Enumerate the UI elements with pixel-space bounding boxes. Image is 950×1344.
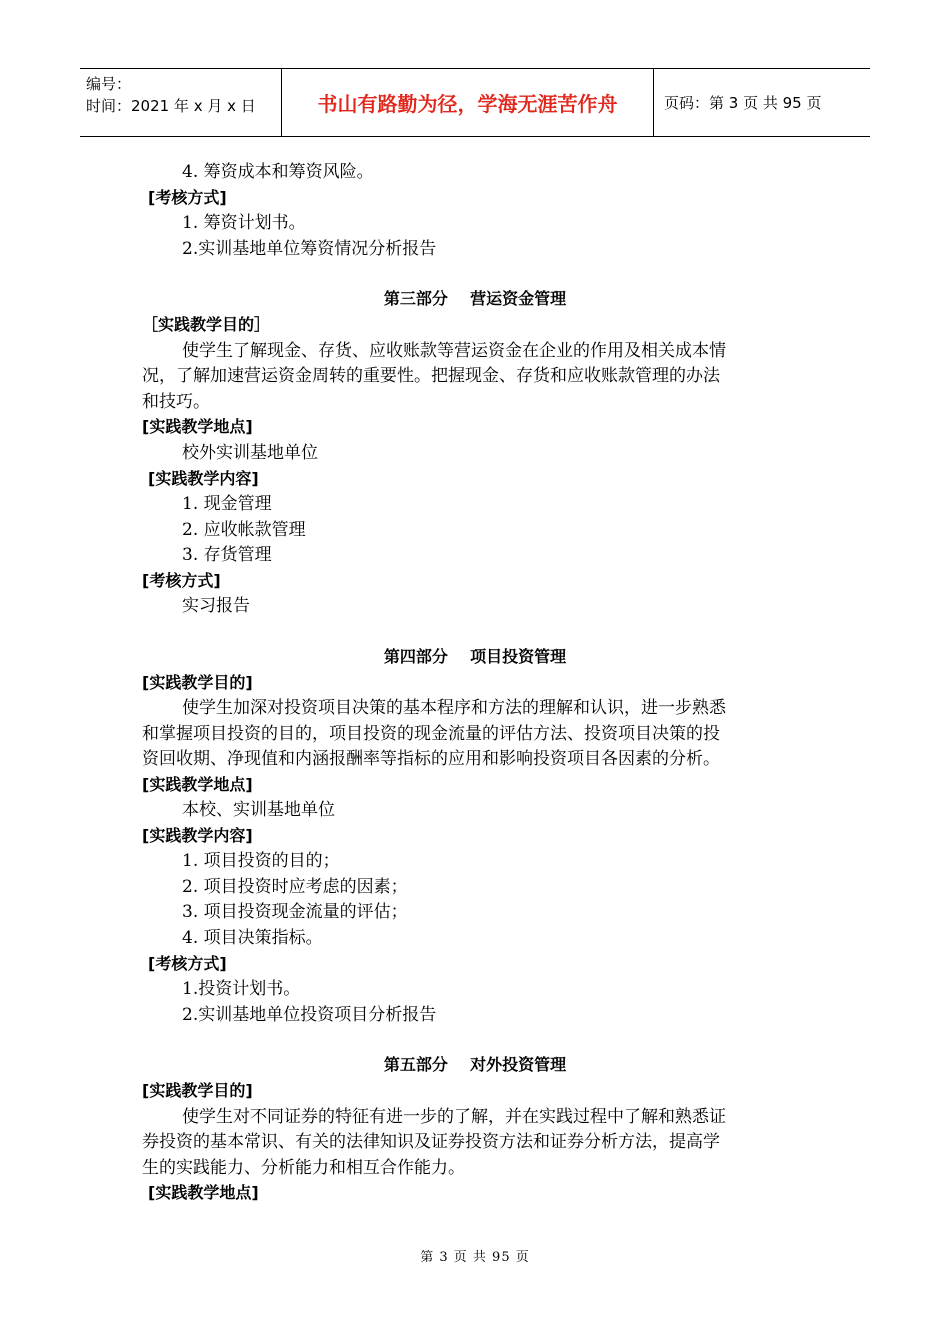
part4-assess-heading: [考核方式] bbox=[148, 954, 227, 973]
part2-assess-2: 2.实训基地单位筹资情况分析报告 bbox=[182, 239, 437, 259]
part3-assess-heading: [考核方式] bbox=[142, 571, 221, 590]
part5-goal-line: 券投资的基本常识、有关的法律知识及证券投资方法和证券分析方法，提高学 bbox=[142, 1132, 720, 1152]
part5-title: 第五部分 对外投资管理 bbox=[383, 1055, 567, 1074]
part4-content-item: 3. 项目投资现金流量的评估； bbox=[182, 902, 408, 922]
part3-assess: 实习报告 bbox=[182, 596, 250, 616]
header-meta bbox=[80, 69, 282, 136]
part5-goal-heading: [实践教学目的] bbox=[142, 1081, 253, 1100]
page-header bbox=[80, 68, 870, 137]
part4-assess-1: 1.投资计划书。 bbox=[182, 979, 301, 999]
header-time: 时间：2021 年 x 月 x 日 bbox=[86, 97, 256, 115]
part3-goal-heading: ［实践教学目的］ bbox=[142, 315, 271, 334]
part3-content-heading: [实践教学内容] bbox=[148, 469, 259, 488]
part3-content-item: 2. 应收帐款管理 bbox=[182, 520, 306, 540]
part4-goal-line: 和掌握项目投资的目的，项目投资的现金流量的评估方法、投资项目决策的投 bbox=[142, 724, 720, 744]
part4-goal-heading: [实践教学目的] bbox=[142, 673, 253, 692]
part4-content-item: 2. 项目投资时应考虑的因素； bbox=[182, 877, 408, 897]
part5-goal-line: 生的实践能力、分析能力和相互合作能力。 bbox=[142, 1158, 465, 1178]
part4-content-item: 4. 项目决策指标。 bbox=[182, 928, 323, 948]
part3-content-item: 3. 存货管理 bbox=[182, 545, 272, 565]
part4-place: 本校、实训基地单位 bbox=[182, 800, 335, 820]
part3-content-item: 1. 现金管理 bbox=[182, 494, 272, 514]
part2-item4: 4. 筹资成本和筹资风险。 bbox=[182, 162, 374, 182]
part5-goal-line: 使学生对不同证券的特征有进一步的了解，并在实践过程中了解和熟悉证 bbox=[182, 1107, 726, 1127]
part4-content-heading: [实践教学内容] bbox=[142, 826, 253, 845]
part5-place-heading: [实践教学地点] bbox=[148, 1183, 259, 1202]
part3-title: 第三部分 营运资金管理 bbox=[383, 289, 567, 308]
part2-assess-1: 1. 筹资计划书。 bbox=[182, 213, 306, 233]
part3-place-heading: [实践教学地点] bbox=[142, 417, 253, 436]
part4-place-heading: [实践教学地点] bbox=[142, 775, 253, 794]
page-footer: 第 3 页 共 95 页 bbox=[420, 1250, 530, 1265]
header-page-info: 页码：第 3 页 共 95 页 bbox=[664, 94, 822, 112]
part4-title: 第四部分 项目投资管理 bbox=[383, 647, 567, 666]
part3-place: 校外实训基地单位 bbox=[182, 443, 318, 463]
part3-goal-line: 使学生了解现金、存货、应收账款等营运资金在企业的作用及相关成本情 bbox=[182, 341, 726, 361]
part2-assess-heading: [考核方式] bbox=[148, 188, 227, 207]
part4-content-item: 1. 项目投资的目的； bbox=[182, 851, 340, 871]
part4-goal-line: 使学生加深对投资项目决策的基本程序和方法的理解和认识，进一步熟悉 bbox=[182, 698, 726, 718]
header-number: 编号： bbox=[86, 75, 132, 93]
part3-goal-line: 况，了解加速营运资金周转的重要性。把握现金、存货和应收账款管理的办法 bbox=[142, 366, 720, 386]
part4-assess-2: 2.实训基地单位投资项目分析报告 bbox=[182, 1005, 437, 1025]
part4-goal-line: 资回收期、净现值和内涵报酬率等指标的应用和影响投资项目各因素的分析。 bbox=[142, 749, 720, 769]
part3-goal-line: 和技巧。 bbox=[142, 392, 210, 412]
header-motto: 书山有路勤为径，学海无涯苦作舟 bbox=[282, 69, 654, 136]
